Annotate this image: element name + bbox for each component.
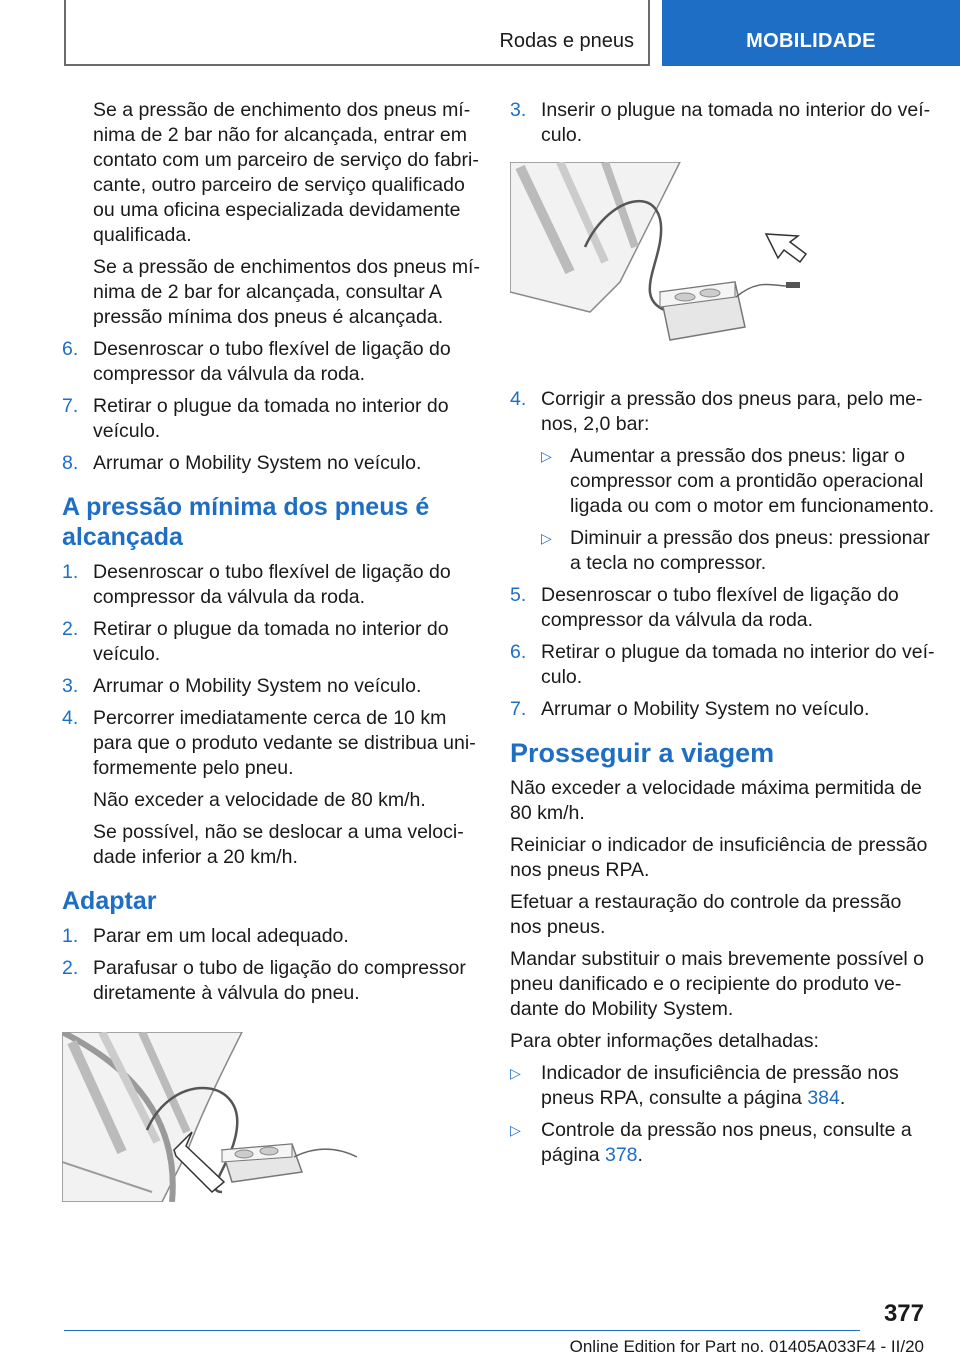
bullet-text: Aumentar a pressão dos pneus: ligar o compressor com a prontidão operacional ligada ou com o motor em funcionamento. xyxy=(570,445,935,517)
step-number: 2. xyxy=(62,618,79,640)
step-number: 4. xyxy=(510,388,527,410)
section-heading: Adaptar xyxy=(62,887,157,915)
bullet-end: . xyxy=(637,1144,643,1166)
list-item xyxy=(62,337,482,387)
triangle-bullet-icon: ▷ xyxy=(541,448,552,464)
triangle-bullet-icon: ▷ xyxy=(510,1065,521,1081)
step-text: Arrumar o Mobility System no veículo. xyxy=(93,675,422,697)
paragraph: Reiniciar o indicador de insuficiência de pressão nos pneus RPA. xyxy=(510,834,928,881)
step-text: Retirar o plugue da tomada no interior do veículo. xyxy=(541,641,935,688)
step-text: Corrigir a pressão dos pneus para, pelo menos, 2,0 bar: xyxy=(541,388,923,435)
list-item xyxy=(62,674,482,699)
bullet-text: Indicador de insuficiência de pressão nos pneus RPA, consulte a página xyxy=(541,1062,899,1109)
step-number: 5. xyxy=(510,584,527,606)
bullet-item xyxy=(510,444,935,519)
list-item xyxy=(62,617,482,667)
bullet-text: Diminuir a pressão dos pneus: pressionar a tecla no compressor. xyxy=(570,527,930,574)
bullet-item xyxy=(510,526,935,576)
paragraph: Não exceder a velocidade máxima permitida de 80 km/h. xyxy=(510,777,922,824)
list-item xyxy=(62,706,482,781)
triangle-bullet-icon: ▷ xyxy=(541,530,552,546)
list-item xyxy=(510,98,935,148)
step-text: Retirar o plugue da tomada no interior do veículo. xyxy=(93,618,449,665)
list-item xyxy=(510,697,935,722)
header-section-title: Rodas e pneus xyxy=(499,30,634,52)
step-text: Parar em um local adequado. xyxy=(93,925,349,947)
step-number: 7. xyxy=(510,698,527,720)
compressor-plug-illustration xyxy=(510,162,810,347)
step-number: 6. xyxy=(62,338,79,360)
step-number: 1. xyxy=(62,925,79,947)
list-item xyxy=(510,387,935,437)
step-text: Desenroscar o tubo flexível de ligação do compressor da válvula da roda. xyxy=(93,338,451,385)
paragraph: Para obter informações detalhadas: xyxy=(510,1030,819,1052)
right-column xyxy=(510,98,935,1175)
header-section-box xyxy=(64,0,650,66)
section-heading: Prosseguir a viagem xyxy=(510,738,775,768)
compressor-valve-illustration xyxy=(62,1032,362,1202)
bullet-item xyxy=(510,1061,935,1111)
step-text: Parafusar o tubo de ligação do compressor diretamente à válvula do pneu. xyxy=(93,957,466,1004)
bullet-text: Controle da pressão nos pneus, consulte a página xyxy=(541,1119,912,1166)
page-link[interactable]: 384 xyxy=(807,1087,840,1109)
step-text: Desenroscar o tubo flexível de ligação do compressor da válvula da roda. xyxy=(541,584,899,631)
step-number: 7. xyxy=(62,395,79,417)
paragraph: Mandar substituir o mais brevemente possível o pneu danificado e o recipiente do produto vedante do Mobility System. xyxy=(510,948,925,1020)
list-item xyxy=(510,640,935,690)
list-item xyxy=(62,394,482,444)
list-item xyxy=(62,924,482,949)
step-number: 3. xyxy=(510,99,527,121)
triangle-bullet-icon: ▷ xyxy=(510,1122,521,1138)
step-number: 3. xyxy=(62,675,79,697)
step-number: 1. xyxy=(62,561,79,583)
section-heading: A pressão mínima dos pneus é alcançada xyxy=(62,493,430,551)
left-column xyxy=(62,98,482,1202)
list-item xyxy=(62,560,482,610)
bullet-end: . xyxy=(839,1087,846,1109)
list-item xyxy=(510,583,935,633)
paragraph: Se a pressão de enchimento dos pneus mínima de 2 bar não for alcançada, entrar em contato com um parceiro de serviço do fabricante, outro parceiro de serviço qualificado ou uma oficina especializada devidamente qualificada. xyxy=(93,99,479,246)
header-chapter-title: MOBILIDADE xyxy=(746,30,876,52)
paragraph: Efetuar a restauração do controle da pressão nos pneus. xyxy=(510,891,902,938)
page-link[interactable]: 378 xyxy=(604,1144,638,1166)
list-item xyxy=(62,956,482,1006)
step-number: 4. xyxy=(62,707,79,729)
list-item xyxy=(62,451,482,476)
step-number: 2. xyxy=(62,957,79,979)
bullet-item xyxy=(510,1118,935,1168)
step-number: 8. xyxy=(62,452,79,474)
step-note: Se possível, não se deslocar a uma velocidade inferior a 20 km/h. xyxy=(93,821,464,868)
footer-divider xyxy=(64,1330,860,1331)
step-text: Retirar o plugue da tomada no interior do veículo. xyxy=(93,395,449,442)
step-number: 6. xyxy=(510,641,527,663)
step-note: Não exceder a velocidade de 80 km/h. xyxy=(93,789,426,811)
footer-edition: Online Edition for Part no. 01405A033F4 - II/20 xyxy=(569,1337,924,1356)
page-number: 377 xyxy=(883,1300,924,1327)
paragraph: Se a pressão de enchimentos dos pneus mínima de 2 bar for alcançada, consultar A pressão mínima dos pneus é alcançada. xyxy=(93,256,480,328)
step-text: Desenroscar o tubo flexível de ligação do compressor da válvula da roda. xyxy=(93,561,451,608)
step-text: Inserir o plugue na tomada no interior do veículo. xyxy=(541,99,931,146)
step-text: Arrumar o Mobility System no veículo. xyxy=(541,698,870,720)
header-chapter-tab xyxy=(662,0,960,66)
step-text: Arrumar o Mobility System no veículo. xyxy=(93,452,422,474)
step-text: Percorrer imediatamente cerca de 10 km para que o produto vedante se distribua uniformemente pelo pneu. xyxy=(93,707,476,779)
